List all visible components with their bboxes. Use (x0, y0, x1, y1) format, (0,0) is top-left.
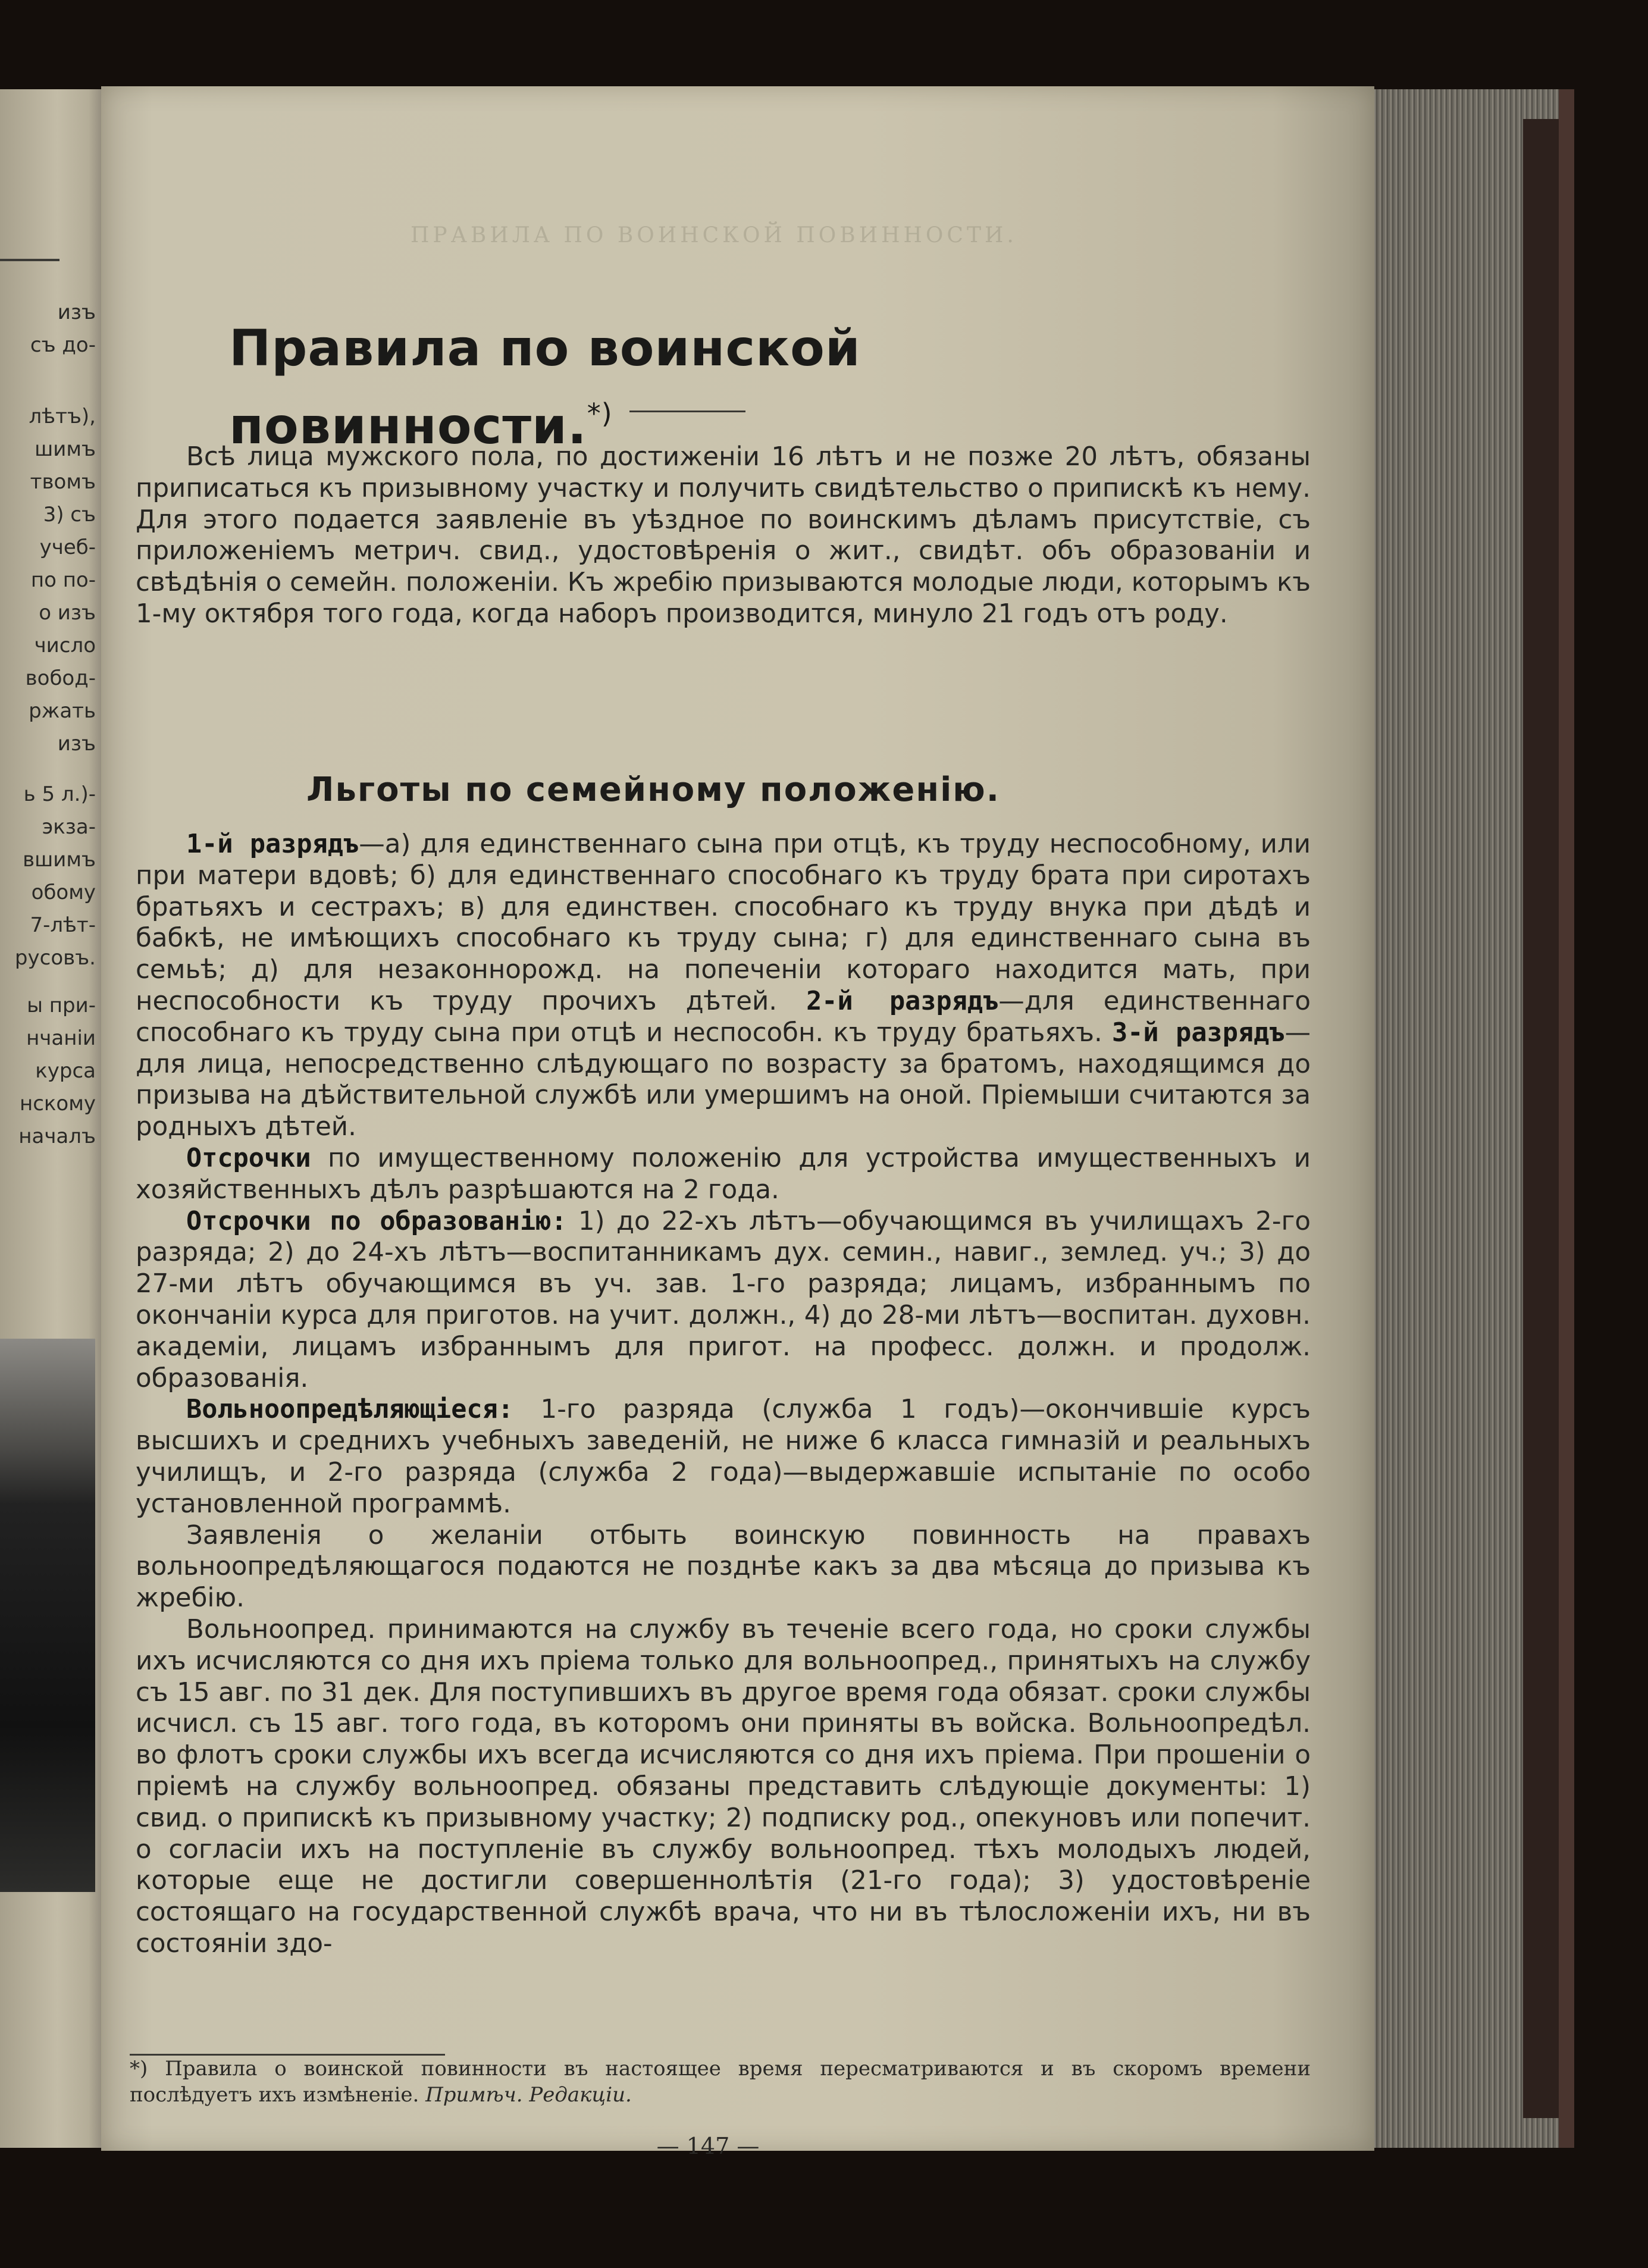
property-deferral-label: Отсрочки (186, 1143, 311, 1173)
category-1-label: 1-й разрядъ (186, 829, 359, 859)
footnote (130, 2056, 1311, 2108)
previous-page-text: о изъ (39, 601, 96, 625)
footnote-text: *) Правила о воинской повинности въ настоящее время пересматриваются и въ скоромъ времени послѣдуетъ ихъ измѣненіе. (130, 2057, 1311, 2107)
previous-page-text: учеб- (39, 535, 96, 559)
previous-page-text: съ до- (30, 333, 96, 357)
category-3-label: 3-й разрядъ (1112, 1017, 1285, 1048)
previous-page-text: обому (31, 881, 96, 904)
page-title (229, 315, 1240, 459)
previous-page-text: ржать (29, 699, 96, 723)
volunteers-label: Вольноопредѣляющіеся: (186, 1395, 513, 1425)
previous-page-text: ь 5 л.)- (23, 782, 96, 806)
volunteers-text: 1-го разряда (служба 1 годъ)—окончившіе курсъ высшихъ и среднихъ учебныхъ заведеній, не ниже 6 класса гимназій и реальныхъ училищъ, и 2-го разряда (служба 2 года)—выдержавшіе испытаніе по особо установленной программѣ. (136, 1395, 1311, 1519)
bleed-through-header: ПРАВИЛА ПО ВОИНСКОЙ ПОВИННОСТИ. (411, 223, 1017, 248)
category-3-text: —для лица, непосредственно слѣдующаго по возрасту за братомъ, находящимся до призыва на дѣйствительной службѣ или умершимъ на оной. Пріемыши считаются за родныхъ дѣтей. (136, 1017, 1311, 1142)
category-2-label: 2-й разрядъ (806, 986, 999, 1016)
previous-page-text: экза- (42, 815, 96, 839)
property-deferral-text: по имущественному положенію для устройства имущественныхъ и хозяйственныхъ дѣлъ разрѣшаются на 2 года. (136, 1143, 1311, 1205)
previous-page-text: 7-лѣт- (30, 913, 96, 937)
acceptance-paragraph: Вольноопред. принимаются на службу въ теченіе всего года, но сроки службы ихъ исчисляются со дня ихъ пріема только для вольноопред., принятыхъ на службу съ 15 авг. по 31 дек. Для поступившихъ въ другое время года обязат. сроки службы исчисл. съ 15 авг. того года, въ которомъ они приняты въ войска. Вольноопредѣл. во флотъ сроки службы ихъ всегда исчисляются со дня ихъ пріема. При прошеніи о пріемѣ на службу вольноопред. обязаны представить слѣдующіе документы: 1) свид. о припискѣ къ призывному участку; 2) подписку род., опекуновъ или попечит. о согласіи ихъ на поступленіе въ службу вольноопред. тѣхъ молодыхъ людей, которые еще не достигли совершеннолѣтія (21-го года); 3) удостовѣреніе состоящаго на государственной службѣ врача, что ни въ тѣлосложеніи ихъ, ни въ состояніи здо- (136, 1614, 1311, 1959)
previous-page-text: число (34, 634, 96, 657)
main-text (136, 829, 1311, 1960)
previous-page-text: вобод- (25, 666, 96, 690)
previous-page-text: изъ (57, 732, 96, 756)
previous-page-text: нчаніи (26, 1026, 96, 1050)
intro-paragraph: Всѣ лица мужского пола, по достиженіи 16 лѣтъ и не позже 20 лѣтъ, обязаны приписаться къ призывному участку и получить свидѣтельство о припискѣ къ нему. Для этого подается заявленіе въ уѣздное по воинскимъ дѣламъ присутствіе, съ приложеніемъ метрич. свид., удостовѣренія о жит., свидѣт. объ образованіи и свѣдѣнія о семейн. положеніи. Къ жребію призываются молодые люди, которымъ къ 1-му октября того года, когда наборъ производится, минуло 21 годъ отъ роду. (136, 442, 1311, 629)
previous-page-text: по по- (30, 568, 96, 592)
category-1-text: —а) для единственнаго сына при отцѣ, къ труду неспособному, или при матери вдовѣ; б) для единственнаго способнаго къ труду брата при сиротахъ братьяхъ и сестрахъ; в) для единствен. способнаго къ труду внука при дѣдѣ и бабкѣ, не имѣющихъ способнаго къ труду сына; г) для единственнаго сына въ семьѣ; д) для незаконнорожд. на попеченіи котораго находится мать, при неспособности къ труду прочихъ дѣтей. (136, 829, 1311, 1016)
previous-page-text: русовъ. (14, 946, 96, 970)
previous-page-rule (0, 259, 59, 261)
book-page (101, 86, 1374, 2159)
title-footnote-marker: *) (587, 397, 613, 430)
book-cover-edge (1523, 119, 1559, 2118)
category-2-text: —для единственнаго способнаго къ труду сына при отцѣ и неспособн. къ труду братьяхъ. (136, 986, 1311, 1048)
page-title-text: Правила по воинской повинности. (229, 319, 861, 455)
previous-page-text: началъ (18, 1124, 96, 1148)
previous-page-text: твомъ (30, 470, 96, 494)
previous-page-text: 3) съ (43, 503, 96, 527)
previous-page-edge (0, 89, 104, 2148)
previous-page-text: изъ (57, 300, 96, 324)
section-heading: Льготы по семейному положенію. (306, 770, 1000, 809)
application-paragraph: Заявленія о желаніи отбыть воинскую повинность на правахъ вольноопредѣляющагося подаются не позднѣе какъ за два мѣсяца до призыва къ жребію. (136, 1520, 1311, 1614)
previous-page-text: ы при- (27, 994, 96, 1017)
page-number: — 147 — (656, 2133, 760, 2159)
previous-page-text: курса (35, 1059, 96, 1083)
education-deferral-text: 1) до 22-хъ лѣтъ—обучающимся въ училищахъ 2-го разряда; 2) до 24-хъ лѣтъ—воспитанникамъ дух. семин., навиг., землед. уч.; 3) до 27-ми лѣтъ обучающимся въ уч. зав. 1-го разряда; лицамъ, избраннымъ по окончаніи курса для приготов. на учит. должн., 4) до 28-ми лѣтъ—воспитан. духовн. академіи, лицамъ избраннымъ для пригот. на професс. должн. и продолж. образованія. (136, 1206, 1311, 1393)
previous-page-text: нскому (19, 1092, 96, 1116)
title-divider (629, 411, 745, 412)
previous-page-text: вшимъ (23, 848, 96, 872)
previous-page-photo (0, 1339, 95, 1892)
footnote-signature: Примѣч. Редакціи. (425, 2083, 632, 2107)
education-deferral-label: Отсрочки по образованію: (186, 1206, 567, 1236)
previous-page-text: лѣтъ), (29, 405, 96, 428)
previous-page-text: шимъ (35, 437, 96, 461)
